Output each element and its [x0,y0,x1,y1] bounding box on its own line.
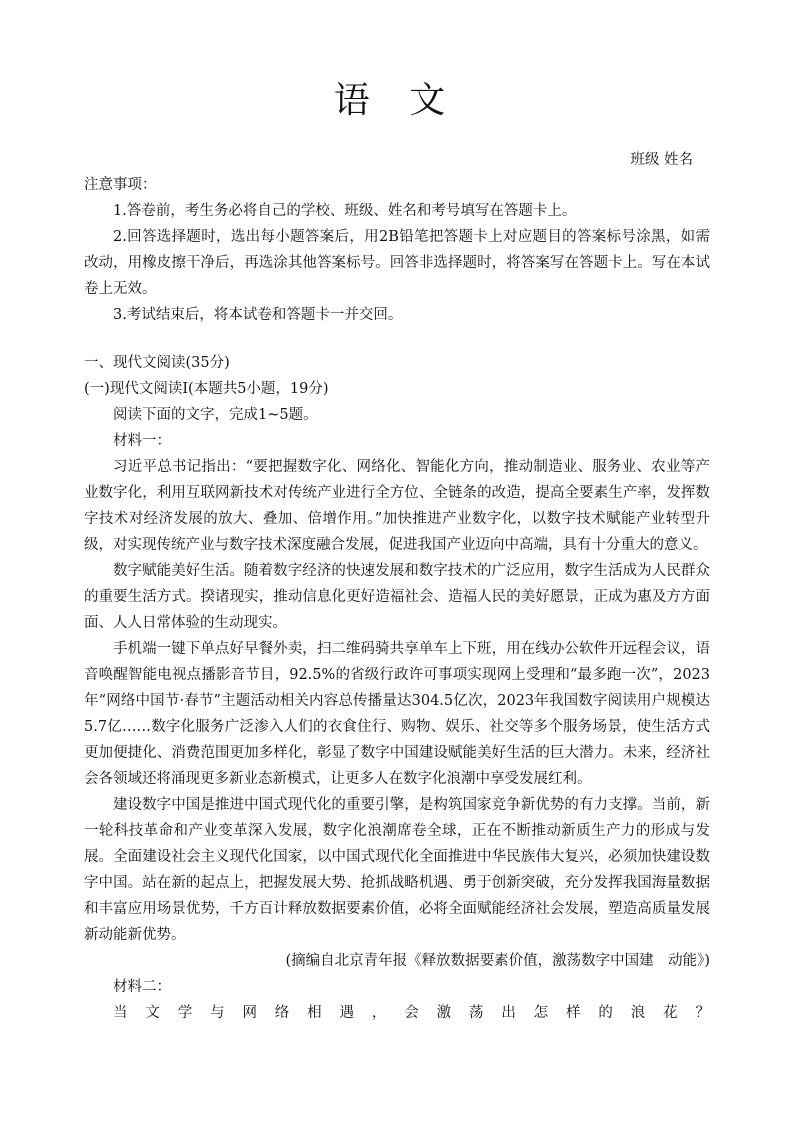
material2-first-line: 当 文 学 与 网 络 相 遇 ， 会 激 荡 出 怎 样 的 浪 花 ？ [113,1005,710,1021]
class-name-label: 班级 姓名 [630,152,693,168]
section-gap [84,328,710,350]
material1-paragraph-1: 习近平总书记指出：“要把握数字化、网络化、智能化方向，推动制造业、服务业、农业等产业数字化，利用互联网新技术对传统产业进行全方位、全链条的改造，提高全要素生产率，发挥数字技术对经济发展的放大、叠加、倍增作用。”加快推进产业数字化，以数字技术赋能产业转型升级，对实现传统产业与数字技术深度融合发展，促进我国产业迈向中高端，具有十分重大的意义。 [84,459,710,553]
material2-label: 材料二： [113,979,171,995]
exam-content [84,172,710,1026]
notice-heading: 注意事项： [84,177,157,193]
material1-paragraph-2: 数字赋能美好生活。随着数字经济的快速发展和数字技术的广泛应用，数字生活成为人民群众的重要生活方式。揆诸现实，推动信息化更好造福社会、造福人民的美好愿景，正成为惠及方方面面、人人日常体验的生动现实。 [84,563,710,631]
notice-item-1: 1.答卷前，考生务必将自己的学校、班级、姓名和考号填写在答题卡上。 [113,203,577,219]
subsection-heading: (一)现代文阅读Ⅰ(本题共5小题，19分) [84,381,329,397]
page-title: 语 文 [333,80,460,121]
notice-item-3: 3.考试结束后，将本试卷和答题卡一并交回。 [113,307,403,323]
reading-instruction: 阅读下面的文字，完成1~5题。 [113,407,318,423]
material1-label: 材料一： [113,433,171,449]
material1-source: (摘编自北京青年报《释放数据要素价值，激荡数字中国建 动能》) [285,953,710,969]
material1-paragraph-4: 建设数字中国是推进中国式现代化的重要引擎，是构筑国家竞争新优势的有力支撑。当前，新一轮科技革命和产业变革深入发展，数字化浪潮席卷全球，正在不断推动新质生产力的形成与发展。全面建设社会主义现代化国家，以中国式现代化全面推进中华民族伟大复兴，必须加快建设数字中国。站在新的起点上，把握发展大势、抢抓战略机遇、勇于创新突破，充分发挥我国海量数据和丰富应用场景优势，千方百计释放数据要素价值，必将全面赋能经济社会发展，塑造高质量发展新动能新优势。 [84,797,710,943]
material1-paragraph-3: 手机端一键下单点好早餐外卖，扫二维码骑共享单车上下班，用在线办公软件开远程会议，语音唤醒智能电视点播影音节目，92.5%的省级行政许可事项实现网上受理和“最多跑一次”，2023年“网络中国节·春节”主题活动相关内容总传播量达304.5亿次，2023年我国数字阅读用户规模达5.7亿……数字化服务广泛渗入人们的衣食住行、购物、娱乐、社交等多个服务场景，使生活方式更加便捷化、消费范围更加多样化，彰显了数字中国建设赋能美好生活的巨大潜力。未来，经济社会各领域还将涌现更多新业态新模式，让更多人在数字化浪潮中享受发展红利。 [84,641,710,787]
section-heading: 一、现代文阅读(35分) [84,355,230,371]
notice-item-2: 2.回答选择题时，选出每小题答案后，用2B铅笔把答题卡上对应题目的答案标号涂黑，如需改动，用橡皮擦干净后，再选涂其他答案标号。回答非选择题时，将答案写在答题卡上。写在本试卷上无效。 [84,229,710,297]
